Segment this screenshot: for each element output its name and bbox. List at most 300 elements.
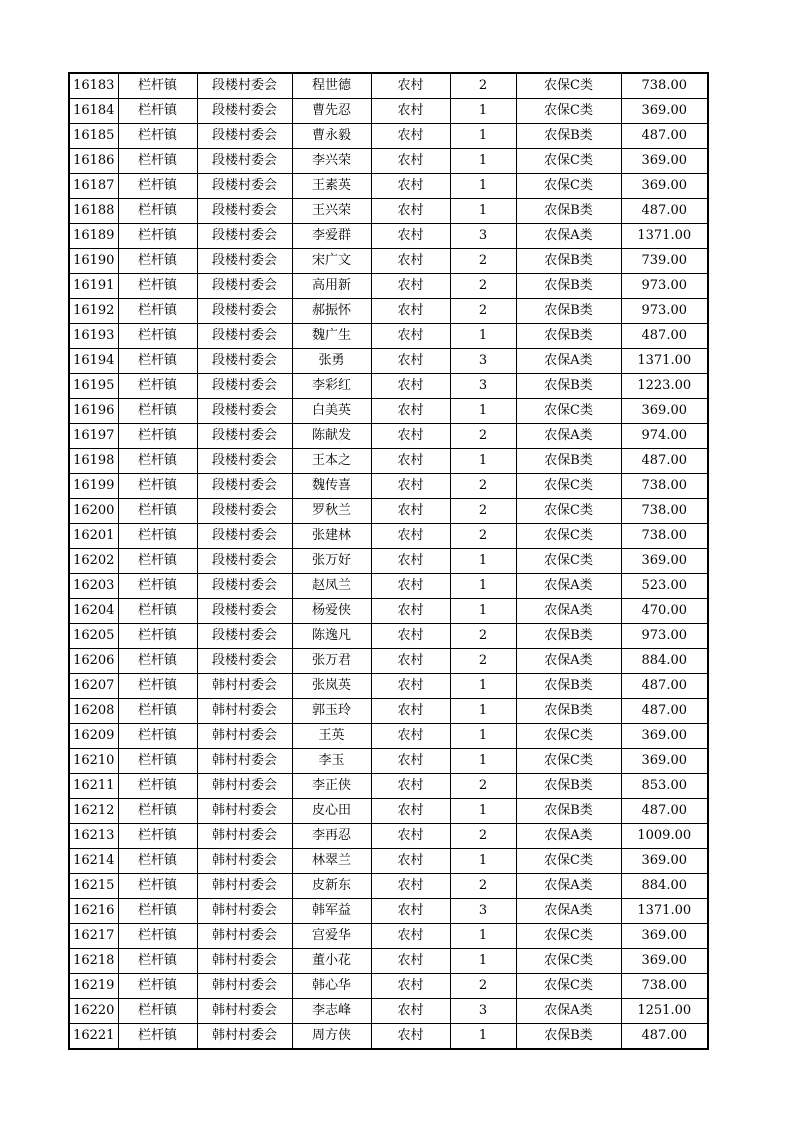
village-committee-cell: 段楼村委会 <box>197 249 292 274</box>
table-row <box>69 299 708 324</box>
village-committee-cell: 韩村村委会 <box>197 974 292 999</box>
village-committee-cell: 韩村村委会 <box>197 774 292 799</box>
household-size-cell: 1 <box>450 99 516 124</box>
row-number-cell: 16193 <box>69 324 118 349</box>
town-cell: 栏杆镇 <box>118 949 197 974</box>
residence-type-cell: 农村 <box>371 99 450 124</box>
amount-cell: 369.00 <box>621 749 708 774</box>
amount-cell: 738.00 <box>621 499 708 524</box>
residence-type-cell: 农村 <box>371 649 450 674</box>
amount-cell: 1223.00 <box>621 374 708 399</box>
row-number-cell: 16217 <box>69 924 118 949</box>
household-size-cell: 2 <box>450 424 516 449</box>
table-row <box>69 399 708 424</box>
residence-type-cell: 农村 <box>371 249 450 274</box>
amount-cell: 1371.00 <box>621 899 708 924</box>
person-name-cell: 魏广生 <box>292 324 371 349</box>
person-name-cell: 曹先忍 <box>292 99 371 124</box>
row-number-cell: 16202 <box>69 549 118 574</box>
amount-cell: 369.00 <box>621 924 708 949</box>
village-committee-cell: 段楼村委会 <box>197 424 292 449</box>
insurance-category-cell: 农保B类 <box>516 299 621 324</box>
household-size-cell: 2 <box>450 249 516 274</box>
amount-cell: 369.00 <box>621 149 708 174</box>
amount-cell: 369.00 <box>621 399 708 424</box>
insurance-category-cell: 农保C类 <box>516 924 621 949</box>
village-committee-cell: 段楼村委会 <box>197 374 292 399</box>
table-row <box>69 949 708 974</box>
insurance-category-cell: 农保A类 <box>516 349 621 374</box>
village-committee-cell: 段楼村委会 <box>197 124 292 149</box>
residence-type-cell: 农村 <box>371 73 450 99</box>
household-size-cell: 1 <box>450 549 516 574</box>
table-row <box>69 73 708 99</box>
insurance-category-cell: 农保B类 <box>516 374 621 399</box>
table-row <box>69 849 708 874</box>
town-cell: 栏杆镇 <box>118 474 197 499</box>
table-row <box>69 899 708 924</box>
village-committee-cell: 段楼村委会 <box>197 299 292 324</box>
row-number-cell: 16215 <box>69 874 118 899</box>
benefit-roster-table <box>68 72 709 1050</box>
town-cell: 栏杆镇 <box>118 824 197 849</box>
residence-type-cell: 农村 <box>371 224 450 249</box>
row-number-cell: 16207 <box>69 674 118 699</box>
row-number-cell: 16196 <box>69 399 118 424</box>
town-cell: 栏杆镇 <box>118 749 197 774</box>
row-number-cell: 16201 <box>69 524 118 549</box>
amount-cell: 369.00 <box>621 549 708 574</box>
table-row <box>69 799 708 824</box>
row-number-cell: 16212 <box>69 799 118 824</box>
household-size-cell: 1 <box>450 699 516 724</box>
table-row <box>69 1024 708 1050</box>
town-cell: 栏杆镇 <box>118 99 197 124</box>
row-number-cell: 16189 <box>69 224 118 249</box>
residence-type-cell: 农村 <box>371 274 450 299</box>
town-cell: 栏杆镇 <box>118 849 197 874</box>
table-row <box>69 499 708 524</box>
table-row <box>69 999 708 1024</box>
village-committee-cell: 韩村村委会 <box>197 799 292 824</box>
residence-type-cell: 农村 <box>371 949 450 974</box>
village-committee-cell: 韩村村委会 <box>197 999 292 1024</box>
household-size-cell: 1 <box>450 949 516 974</box>
row-number-cell: 16185 <box>69 124 118 149</box>
insurance-category-cell: 农保A类 <box>516 424 621 449</box>
table-row <box>69 349 708 374</box>
amount-cell: 738.00 <box>621 974 708 999</box>
residence-type-cell: 农村 <box>371 999 450 1024</box>
insurance-category-cell: 农保B类 <box>516 324 621 349</box>
insurance-category-cell: 农保B类 <box>516 1024 621 1050</box>
row-number-cell: 16200 <box>69 499 118 524</box>
person-name-cell: 张万好 <box>292 549 371 574</box>
town-cell: 栏杆镇 <box>118 924 197 949</box>
insurance-category-cell: 农保A类 <box>516 574 621 599</box>
residence-type-cell: 农村 <box>371 849 450 874</box>
residence-type-cell: 农村 <box>371 549 450 574</box>
table-row <box>69 249 708 274</box>
table-row <box>69 774 708 799</box>
person-name-cell: 王本之 <box>292 449 371 474</box>
village-committee-cell: 段楼村委会 <box>197 73 292 99</box>
town-cell: 栏杆镇 <box>118 724 197 749</box>
household-size-cell: 1 <box>450 399 516 424</box>
village-committee-cell: 段楼村委会 <box>197 174 292 199</box>
person-name-cell: 韩军益 <box>292 899 371 924</box>
town-cell: 栏杆镇 <box>118 799 197 824</box>
person-name-cell: 宋广文 <box>292 249 371 274</box>
amount-cell: 884.00 <box>621 649 708 674</box>
household-size-cell: 1 <box>450 1024 516 1050</box>
person-name-cell: 罗秋兰 <box>292 499 371 524</box>
household-size-cell: 1 <box>450 449 516 474</box>
town-cell: 栏杆镇 <box>118 249 197 274</box>
household-size-cell: 1 <box>450 174 516 199</box>
residence-type-cell: 农村 <box>371 624 450 649</box>
person-name-cell: 周方侠 <box>292 1024 371 1050</box>
town-cell: 栏杆镇 <box>118 599 197 624</box>
person-name-cell: 李彩红 <box>292 374 371 399</box>
household-size-cell: 1 <box>450 799 516 824</box>
amount-cell: 1009.00 <box>621 824 708 849</box>
town-cell: 栏杆镇 <box>118 124 197 149</box>
village-committee-cell: 段楼村委会 <box>197 624 292 649</box>
residence-type-cell: 农村 <box>371 124 450 149</box>
insurance-category-cell: 农保A类 <box>516 599 621 624</box>
table-row <box>69 549 708 574</box>
household-size-cell: 1 <box>450 574 516 599</box>
amount-cell: 487.00 <box>621 699 708 724</box>
town-cell: 栏杆镇 <box>118 874 197 899</box>
residence-type-cell: 农村 <box>371 924 450 949</box>
row-number-cell: 16213 <box>69 824 118 849</box>
household-size-cell: 1 <box>450 324 516 349</box>
village-committee-cell: 韩村村委会 <box>197 899 292 924</box>
town-cell: 栏杆镇 <box>118 449 197 474</box>
insurance-category-cell: 农保C类 <box>516 474 621 499</box>
amount-cell: 369.00 <box>621 174 708 199</box>
residence-type-cell: 农村 <box>371 724 450 749</box>
household-size-cell: 2 <box>450 649 516 674</box>
person-name-cell: 杨爱侠 <box>292 599 371 624</box>
insurance-category-cell: 农保C类 <box>516 949 621 974</box>
row-number-cell: 16203 <box>69 574 118 599</box>
residence-type-cell: 农村 <box>371 174 450 199</box>
village-committee-cell: 段楼村委会 <box>197 274 292 299</box>
insurance-category-cell: 农保A类 <box>516 874 621 899</box>
town-cell: 栏杆镇 <box>118 399 197 424</box>
amount-cell: 487.00 <box>621 324 708 349</box>
town-cell: 栏杆镇 <box>118 274 197 299</box>
town-cell: 栏杆镇 <box>118 899 197 924</box>
person-name-cell: 王素英 <box>292 174 371 199</box>
town-cell: 栏杆镇 <box>118 73 197 99</box>
insurance-category-cell: 农保A类 <box>516 824 621 849</box>
table-row <box>69 149 708 174</box>
amount-cell: 369.00 <box>621 724 708 749</box>
table-row <box>69 449 708 474</box>
village-committee-cell: 韩村村委会 <box>197 724 292 749</box>
insurance-category-cell: 农保A类 <box>516 224 621 249</box>
amount-cell: 974.00 <box>621 424 708 449</box>
insurance-category-cell: 农保C类 <box>516 499 621 524</box>
row-number-cell: 16199 <box>69 474 118 499</box>
amount-cell: 1371.00 <box>621 224 708 249</box>
person-name-cell: 张岚英 <box>292 674 371 699</box>
row-number-cell: 16195 <box>69 374 118 399</box>
person-name-cell: 韩心华 <box>292 974 371 999</box>
insurance-category-cell: 农保B类 <box>516 799 621 824</box>
table-row <box>69 674 708 699</box>
roster-body <box>69 73 708 1049</box>
person-name-cell: 李志峰 <box>292 999 371 1024</box>
person-name-cell: 宫爱华 <box>292 924 371 949</box>
amount-cell: 487.00 <box>621 124 708 149</box>
table-row <box>69 599 708 624</box>
table-row <box>69 624 708 649</box>
town-cell: 栏杆镇 <box>118 649 197 674</box>
insurance-category-cell: 农保B类 <box>516 249 621 274</box>
residence-type-cell: 农村 <box>371 599 450 624</box>
town-cell: 栏杆镇 <box>118 224 197 249</box>
table-row <box>69 524 708 549</box>
residence-type-cell: 农村 <box>371 199 450 224</box>
village-committee-cell: 段楼村委会 <box>197 499 292 524</box>
household-size-cell: 2 <box>450 499 516 524</box>
village-committee-cell: 段楼村委会 <box>197 449 292 474</box>
person-name-cell: 高用新 <box>292 274 371 299</box>
row-number-cell: 16192 <box>69 299 118 324</box>
village-committee-cell: 韩村村委会 <box>197 749 292 774</box>
household-size-cell: 2 <box>450 624 516 649</box>
insurance-category-cell: 农保C类 <box>516 724 621 749</box>
village-committee-cell: 段楼村委会 <box>197 574 292 599</box>
amount-cell: 369.00 <box>621 849 708 874</box>
residence-type-cell: 农村 <box>371 399 450 424</box>
insurance-category-cell: 农保B类 <box>516 274 621 299</box>
village-committee-cell: 韩村村委会 <box>197 699 292 724</box>
village-committee-cell: 韩村村委会 <box>197 674 292 699</box>
person-name-cell: 郝振怀 <box>292 299 371 324</box>
residence-type-cell: 农村 <box>371 799 450 824</box>
insurance-category-cell: 农保C类 <box>516 99 621 124</box>
row-number-cell: 16219 <box>69 974 118 999</box>
person-name-cell: 王英 <box>292 724 371 749</box>
row-number-cell: 16204 <box>69 599 118 624</box>
row-number-cell: 16216 <box>69 899 118 924</box>
row-number-cell: 16186 <box>69 149 118 174</box>
town-cell: 栏杆镇 <box>118 299 197 324</box>
amount-cell: 738.00 <box>621 474 708 499</box>
town-cell: 栏杆镇 <box>118 549 197 574</box>
household-size-cell: 2 <box>450 524 516 549</box>
row-number-cell: 16188 <box>69 199 118 224</box>
village-committee-cell: 段楼村委会 <box>197 474 292 499</box>
insurance-category-cell: 农保B类 <box>516 674 621 699</box>
amount-cell: 470.00 <box>621 599 708 624</box>
table-row <box>69 749 708 774</box>
residence-type-cell: 农村 <box>371 974 450 999</box>
insurance-category-cell: 农保C类 <box>516 849 621 874</box>
village-committee-cell: 韩村村委会 <box>197 924 292 949</box>
town-cell: 栏杆镇 <box>118 424 197 449</box>
person-name-cell: 张勇 <box>292 349 371 374</box>
amount-cell: 739.00 <box>621 249 708 274</box>
table-row <box>69 824 708 849</box>
person-name-cell: 皮新东 <box>292 874 371 899</box>
person-name-cell: 程世德 <box>292 73 371 99</box>
village-committee-cell: 韩村村委会 <box>197 849 292 874</box>
village-committee-cell: 韩村村委会 <box>197 949 292 974</box>
table-row <box>69 324 708 349</box>
village-committee-cell: 韩村村委会 <box>197 874 292 899</box>
amount-cell: 738.00 <box>621 524 708 549</box>
table-row <box>69 424 708 449</box>
insurance-category-cell: 农保B类 <box>516 124 621 149</box>
village-committee-cell: 韩村村委会 <box>197 824 292 849</box>
row-number-cell: 16191 <box>69 274 118 299</box>
household-size-cell: 3 <box>450 999 516 1024</box>
row-number-cell: 16187 <box>69 174 118 199</box>
household-size-cell: 2 <box>450 274 516 299</box>
household-size-cell: 1 <box>450 599 516 624</box>
person-name-cell: 林翠兰 <box>292 849 371 874</box>
amount-cell: 1371.00 <box>621 349 708 374</box>
amount-cell: 369.00 <box>621 949 708 974</box>
household-size-cell: 2 <box>450 974 516 999</box>
household-size-cell: 2 <box>450 874 516 899</box>
amount-cell: 884.00 <box>621 874 708 899</box>
village-committee-cell: 段楼村委会 <box>197 599 292 624</box>
amount-cell: 487.00 <box>621 799 708 824</box>
town-cell: 栏杆镇 <box>118 974 197 999</box>
village-committee-cell: 段楼村委会 <box>197 324 292 349</box>
amount-cell: 973.00 <box>621 274 708 299</box>
household-size-cell: 1 <box>450 124 516 149</box>
residence-type-cell: 农村 <box>371 674 450 699</box>
person-name-cell: 李再忍 <box>292 824 371 849</box>
household-size-cell: 1 <box>450 924 516 949</box>
residence-type-cell: 农村 <box>371 699 450 724</box>
residence-type-cell: 农村 <box>371 524 450 549</box>
table-row <box>69 724 708 749</box>
row-number-cell: 16184 <box>69 99 118 124</box>
amount-cell: 487.00 <box>621 199 708 224</box>
table-row <box>69 274 708 299</box>
village-committee-cell: 段楼村委会 <box>197 549 292 574</box>
village-committee-cell: 段楼村委会 <box>197 149 292 174</box>
row-number-cell: 16211 <box>69 774 118 799</box>
insurance-category-cell: 农保C类 <box>516 174 621 199</box>
row-number-cell: 16190 <box>69 249 118 274</box>
household-size-cell: 1 <box>450 849 516 874</box>
insurance-category-cell: 农保A类 <box>516 899 621 924</box>
household-size-cell: 2 <box>450 73 516 99</box>
village-committee-cell: 段楼村委会 <box>197 349 292 374</box>
person-name-cell: 张建林 <box>292 524 371 549</box>
village-committee-cell: 段楼村委会 <box>197 649 292 674</box>
insurance-category-cell: 农保C类 <box>516 974 621 999</box>
person-name-cell: 陈献发 <box>292 424 371 449</box>
amount-cell: 973.00 <box>621 299 708 324</box>
table-row <box>69 224 708 249</box>
residence-type-cell: 农村 <box>371 749 450 774</box>
table-row <box>69 199 708 224</box>
table-row <box>69 474 708 499</box>
row-number-cell: 16209 <box>69 724 118 749</box>
household-size-cell: 1 <box>450 199 516 224</box>
household-size-cell: 1 <box>450 724 516 749</box>
household-size-cell: 1 <box>450 149 516 174</box>
household-size-cell: 2 <box>450 774 516 799</box>
amount-cell: 523.00 <box>621 574 708 599</box>
town-cell: 栏杆镇 <box>118 774 197 799</box>
table-row <box>69 574 708 599</box>
insurance-category-cell: 农保A类 <box>516 649 621 674</box>
household-size-cell: 2 <box>450 299 516 324</box>
town-cell: 栏杆镇 <box>118 199 197 224</box>
person-name-cell: 曹永毅 <box>292 124 371 149</box>
town-cell: 栏杆镇 <box>118 999 197 1024</box>
row-number-cell: 16221 <box>69 1024 118 1050</box>
person-name-cell: 张万君 <box>292 649 371 674</box>
residence-type-cell: 农村 <box>371 1024 450 1050</box>
row-number-cell: 16206 <box>69 649 118 674</box>
town-cell: 栏杆镇 <box>118 624 197 649</box>
town-cell: 栏杆镇 <box>118 674 197 699</box>
town-cell: 栏杆镇 <box>118 324 197 349</box>
household-size-cell: 1 <box>450 749 516 774</box>
insurance-category-cell: 农保C类 <box>516 149 621 174</box>
row-number-cell: 16183 <box>69 73 118 99</box>
residence-type-cell: 农村 <box>371 774 450 799</box>
village-committee-cell: 段楼村委会 <box>197 224 292 249</box>
village-committee-cell: 段楼村委会 <box>197 99 292 124</box>
household-size-cell: 2 <box>450 474 516 499</box>
person-name-cell: 皮心田 <box>292 799 371 824</box>
town-cell: 栏杆镇 <box>118 499 197 524</box>
person-name-cell: 陈逸凡 <box>292 624 371 649</box>
residence-type-cell: 农村 <box>371 474 450 499</box>
town-cell: 栏杆镇 <box>118 374 197 399</box>
person-name-cell: 李玉 <box>292 749 371 774</box>
row-number-cell: 16220 <box>69 999 118 1024</box>
amount-cell: 1251.00 <box>621 999 708 1024</box>
insurance-category-cell: 农保C类 <box>516 524 621 549</box>
household-size-cell: 3 <box>450 374 516 399</box>
village-committee-cell: 段楼村委会 <box>197 399 292 424</box>
household-size-cell: 1 <box>450 674 516 699</box>
person-name-cell: 郭玉玲 <box>292 699 371 724</box>
town-cell: 栏杆镇 <box>118 699 197 724</box>
insurance-category-cell: 农保C类 <box>516 749 621 774</box>
row-number-cell: 16205 <box>69 624 118 649</box>
residence-type-cell: 农村 <box>371 149 450 174</box>
residence-type-cell: 农村 <box>371 449 450 474</box>
row-number-cell: 16210 <box>69 749 118 774</box>
town-cell: 栏杆镇 <box>118 349 197 374</box>
insurance-category-cell: 农保B类 <box>516 699 621 724</box>
person-name-cell: 李爱群 <box>292 224 371 249</box>
person-name-cell: 王兴荣 <box>292 199 371 224</box>
residence-type-cell: 农村 <box>371 824 450 849</box>
household-size-cell: 3 <box>450 224 516 249</box>
residence-type-cell: 农村 <box>371 874 450 899</box>
village-committee-cell: 段楼村委会 <box>197 524 292 549</box>
table-row <box>69 649 708 674</box>
